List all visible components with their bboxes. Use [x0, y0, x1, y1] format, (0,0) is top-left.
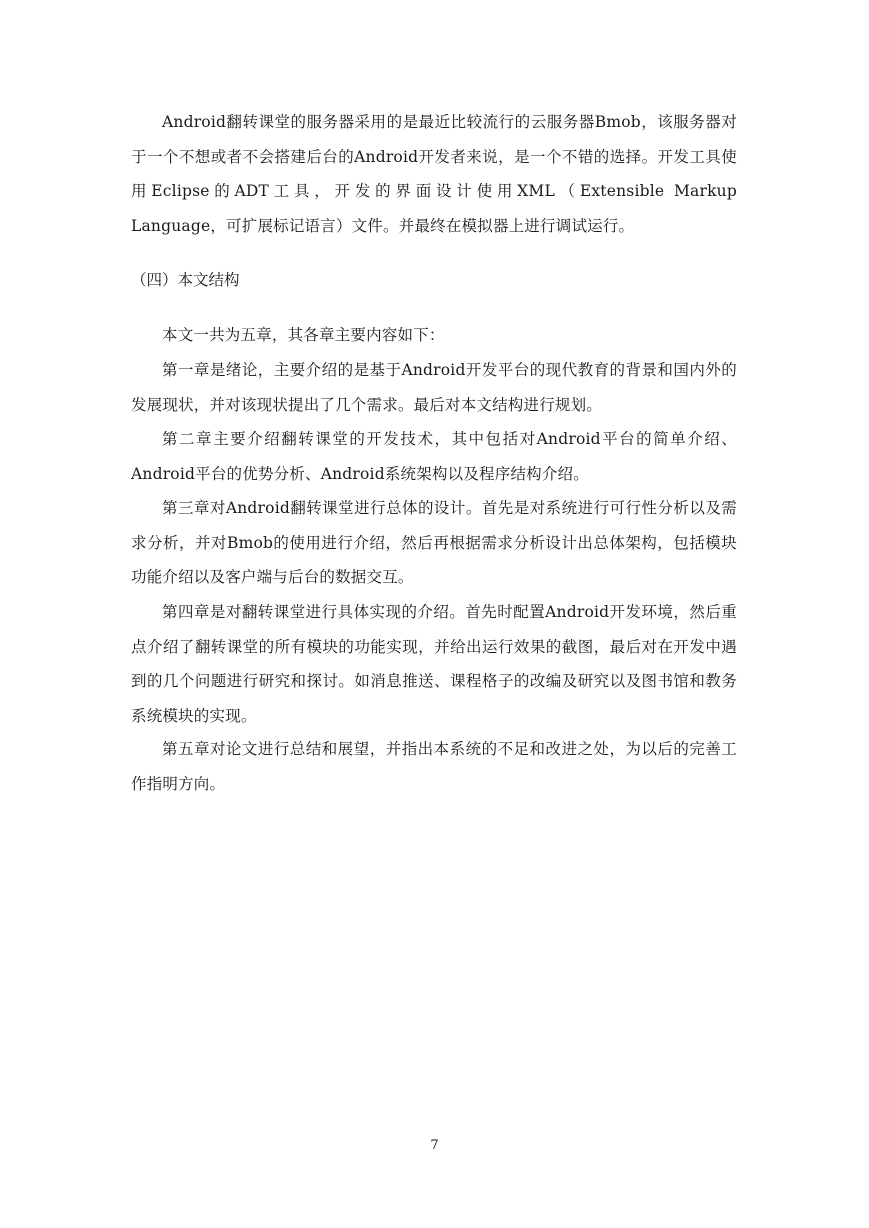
paragraph-overview: 本文一共为五章，其各章主要内容如下： [162, 326, 445, 344]
paragraph-server-tools: Android翻转课堂的服务器采用的是最近比较流行的云服务器Bmob，该服务器对于一个不想或者不会搭建后台的Android开发者来说，是一个不错的选择。开发工具使用Eclipse的ADT工具，开发的界面设计使用XML（Extensible Markup Language，可扩展标记语言）文件。并最终在模拟器上进行调试运行。 [131, 113, 737, 235]
page-number: 7 [430, 1138, 439, 1153]
section-heading-structure: （四）本文结构 [131, 271, 240, 289]
paragraph-chapter-5: 第五章对论文进行总结和展望，并指出本系统的不足和改进之处，为以后的完善工作指明方向。 [131, 740, 737, 793]
paragraph-chapter-2: 第二章主要介绍翻转课堂的开发技术，其中包括对Android平台的简单介绍、Android平台的优势分析、Android系统架构以及程序结构介绍。 [131, 430, 737, 483]
paragraph-chapter-3: 第三章对Android翻转课堂进行总体的设计。首先是对系统进行可行性分析以及需求分析，并对Bmob的使用进行介绍，然后再根据需求分析设计出总体架构，包括模块功能介绍以及客户端与后台的数据交互。 [131, 499, 737, 586]
paragraph-chapter-4: 第四章是对翻转课堂进行具体实现的介绍。首先时配置Android开发环境，然后重点介绍了翻转课堂的所有模块的功能实现，并给出运行效果的截图，最后对在开发中遇到的几个问题进行研究和探讨。如消息推送、课程格子的改编及研究以及图书馆和教务系统模块的实现。 [131, 603, 737, 725]
paragraph-chapter-1: 第一章是绪论，主要介绍的是基于Android开发平台的现代教育的背景和国内外的发展现状，并对该现状提出了几个需求。最后对本文结构进行规划。 [131, 361, 737, 414]
